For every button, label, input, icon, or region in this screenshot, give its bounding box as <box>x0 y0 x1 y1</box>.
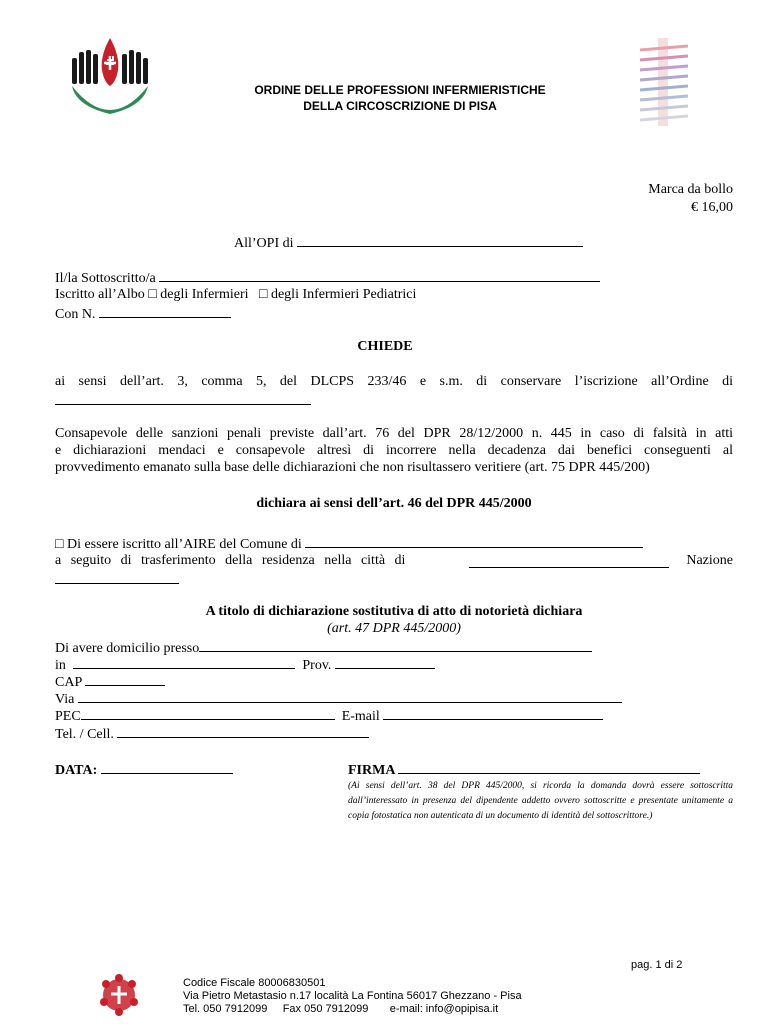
checkbox-infermieri[interactable]: □ degli Infermieri <box>148 287 249 302</box>
prov-field[interactable] <box>335 656 435 669</box>
con-n-label: Con N. <box>55 307 96 322</box>
prov-label: Prov. <box>302 658 332 673</box>
tel-label: Tel. / Cell. <box>55 727 114 742</box>
trasferimento-line <box>55 553 733 569</box>
tel-field[interactable] <box>117 725 369 738</box>
aire-line <box>55 535 643 553</box>
aire-comune-field[interactable] <box>305 535 643 548</box>
via-line <box>55 690 622 708</box>
footer-fax: Fax 050 7912099 <box>282 1003 369 1015</box>
in-field[interactable] <box>73 656 295 669</box>
stamp-label: Marca da bollo <box>648 182 733 197</box>
albo-label: Iscritto all’Albo <box>55 287 145 302</box>
sottoscritto-line <box>55 269 600 287</box>
addressee-field[interactable] <box>297 234 583 247</box>
email-label: E-mail <box>341 709 380 724</box>
con-n-line <box>55 305 231 323</box>
trasferimento-label: a seguito di trasferimento della residenza nella città di <box>55 553 406 568</box>
org-header <box>200 82 600 114</box>
addressee-label: All’OPI di <box>234 236 294 251</box>
footer-tel: Tel. 050 7912099 <box>183 1003 268 1015</box>
opi-seal-icon <box>96 972 142 1018</box>
nazione-field[interactable] <box>55 571 179 584</box>
stamp-box <box>600 181 733 217</box>
page-number: pag. 1 di 2 <box>631 959 683 971</box>
in-prov-line <box>55 656 435 674</box>
sottoscritto-field[interactable] <box>159 269 600 282</box>
data-line <box>55 761 233 779</box>
checkbox-pediatrici[interactable]: □ degli Infermieri Pediatrici <box>259 287 417 302</box>
opi-logo-icon <box>62 36 158 120</box>
domicilio-line <box>55 639 592 657</box>
footer-contacts <box>183 1003 522 1016</box>
dichiara-title: dichiara ai sensi dell’art. 46 del DPR 445/2000 <box>256 496 532 511</box>
cap-field[interactable] <box>85 673 165 686</box>
cap-line <box>55 673 165 691</box>
email-field[interactable] <box>383 707 603 720</box>
org-header-line2: DELLA CIRCOSCRIZIONE DI PISA <box>303 99 497 113</box>
albo-line <box>55 287 416 303</box>
sottoscritto-label: Il/la Sottoscritto/a <box>55 271 156 286</box>
pec-label: PEC <box>55 709 81 724</box>
firma-field[interactable] <box>398 761 700 774</box>
data-field[interactable] <box>101 761 233 774</box>
sostitutiva-subtitle: (art. 47 DPR 445/2000) <box>327 621 461 636</box>
cap-label: CAP <box>55 675 82 690</box>
consapevole-line3: provvedimento emanato sulla base delle dichiarazioni che non risultassero veritiere (art. 75 DPR 445/200) <box>55 460 650 475</box>
footer-address: Via Pietro Metastasio n.17 località La Fontina 56017 Ghezzano - Pisa <box>183 990 522 1002</box>
footer <box>183 977 522 1016</box>
chiede-title: CHIEDE <box>357 339 413 354</box>
in-label: in <box>55 658 66 673</box>
citta-field[interactable] <box>469 555 669 568</box>
consapevole-line2: e dichiarazioni mendaci e consapevole altresì di incorrere nella decadenza dai benefici conseguenti al <box>55 443 733 458</box>
chiede-text: ai sensi dell’art. 3, comma 5, del DLCPS 233/46 e s.m. di conservare l’iscrizione all’Ordine di <box>55 374 733 389</box>
firma-label: FIRMA <box>348 763 395 778</box>
pec-field[interactable] <box>81 707 335 720</box>
footer-cf: Codice Fiscale 80006830501 <box>183 977 326 989</box>
firma-line <box>348 761 700 779</box>
tel-line <box>55 725 369 743</box>
ordine-field[interactable] <box>55 392 311 405</box>
nazione-line <box>55 571 179 589</box>
chiede-ordine-line <box>55 392 311 410</box>
footer-email[interactable]: e-mail: info@opipisa.it <box>389 1003 499 1015</box>
domicilio-label: Di avere domicilio presso <box>55 641 200 656</box>
nazione-label: Nazione <box>686 553 733 568</box>
pec-email-line <box>55 707 603 725</box>
firma-note: (Ai sensi dell’art. 38 del DPR 445/2000, si ricorda la domanda dovrà essere sottoscritta dall’interessato in presenza del dipendente addetto ovvero sottoscritte e presentate unitamente a copia fotostatica non autenticata di un documento di identità del sottoscrittore.) <box>348 781 733 821</box>
stamp-amount: € 16,00 <box>691 200 733 215</box>
books-decoration-icon <box>628 38 698 126</box>
con-n-field[interactable] <box>99 305 231 318</box>
domicilio-field[interactable] <box>199 639 592 652</box>
aire-checkbox-label[interactable]: □ Di essere iscritto all’AIRE del Comune di <box>55 537 302 552</box>
addressee-line <box>234 234 583 252</box>
consapevole-line1: Consapevole delle sanzioni penali previste dall’art. 76 del DPR 28/12/2000 n. 445 in caso di falsità in atti <box>55 426 733 441</box>
via-label: Via <box>55 692 75 707</box>
via-field[interactable] <box>78 690 622 703</box>
data-label: DATA: <box>55 763 98 778</box>
sostitutiva-title: A titolo di dichiarazione sostitutiva di atto di notorietà dichiara <box>205 604 583 619</box>
org-header-line1: ORDINE DELLE PROFESSIONI INFERMIERISTICHE <box>254 83 546 97</box>
